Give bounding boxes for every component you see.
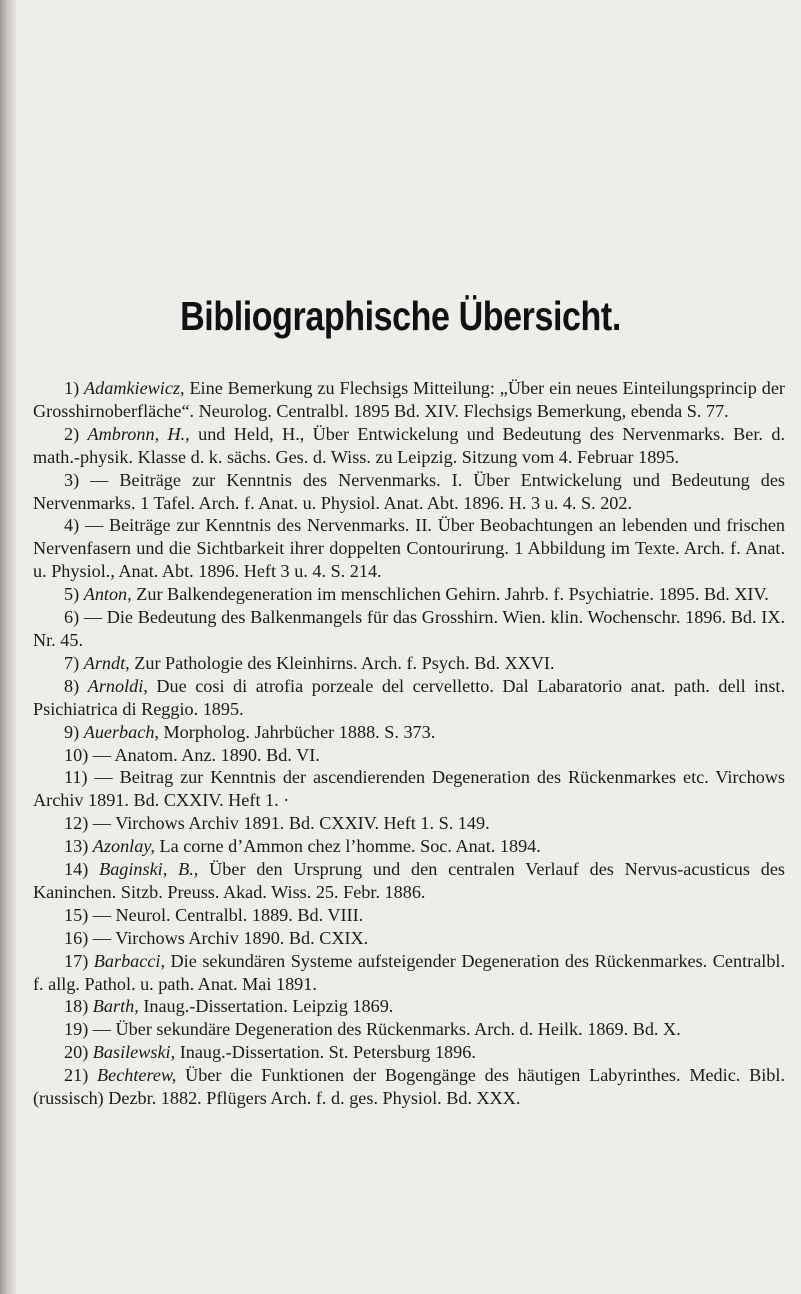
bibliography-entry [33, 1041, 785, 1064]
bibliography-entry [33, 514, 785, 583]
bibliography-entry [33, 995, 785, 1018]
entry-text: — Beitrag zur Kenntnis der ascendierenden Degeneration des Rückenmarkes etc. Virchows Archiv 1891. Bd. CXXIV. Heft 1. · [33, 767, 785, 811]
entry-text: Inaug.-Dissertation. Leipzig 1869. [138, 996, 394, 1017]
entry-author: Barth, [92, 996, 139, 1017]
entry-number: 12) [64, 813, 89, 834]
entry-number: 7) [64, 652, 80, 673]
entry-number: 17) [64, 950, 89, 971]
entry-number: 11) [64, 767, 88, 788]
bibliography-entry [33, 469, 785, 515]
entry-author: Baginski, B., [99, 859, 199, 880]
entry-number: 5) [64, 584, 80, 605]
entry-text: Due cosi di atrofia porzeale del cervelletto. Dal Labaratorio anat. path. dell inst. Psichiatrica di Reggio. 1895. [33, 675, 786, 719]
entry-number: 13) [64, 836, 89, 857]
entry-author: Azonlay, [92, 836, 155, 857]
bibliography-entry [33, 721, 785, 744]
entry-text: — Virchows Archiv 1891. Bd. CXXIV. Heft 1. S. 149. [92, 813, 490, 834]
entry-author: Ambronn, H., [87, 423, 190, 444]
bibliography-entry [33, 377, 785, 423]
entry-text: Zur Balkendegeneration im menschlichen Gehirn. Jahrb. f. Psychiatrie. 1895. Bd. XIV. [131, 584, 769, 605]
bibliography-entry [33, 927, 785, 950]
entry-number: 4) [64, 515, 80, 536]
entry-text: Morpholog. Jahrbücher 1888. S. 373. [158, 721, 436, 742]
entry-number: 19) [64, 1019, 89, 1040]
entry-text: Über den Ursprung und den centralen Verlauf des Nervus-acusticus des Kaninchen. Sitzb. Preuss. Akad. Wiss. 25. Febr. 1886. [33, 859, 786, 902]
bibliography-entry [33, 675, 785, 721]
entry-number: 14) [64, 859, 89, 880]
entry-text: — Anatom. Anz. 1890. Bd. VI. [92, 744, 320, 765]
entry-number: 20) [64, 1042, 89, 1063]
entry-text: La corne d’Ammon chez l’homme. Soc. Anat. 1894. [154, 836, 541, 857]
entry-number: 1) [64, 378, 80, 398]
entry-text: — Beiträge zur Kenntnis des Nervenmarks. I. Über Entwickelung und Bedeutung des Nervenmarks. 1 Tafel. Arch. f. Anat. u. Physiol. Anat. Abt. 1896. H. 3 u. 4. S. 202. [33, 469, 786, 513]
entry-author: Adamkiewicz, [84, 378, 185, 398]
bibliography-entry [33, 835, 785, 858]
bibliography-entry [33, 766, 785, 812]
entry-number: 3) [64, 469, 80, 490]
entry-number: 2) [64, 423, 80, 444]
entry-author: Arnoldi, [87, 675, 148, 696]
entry-author: Barbacci, [93, 950, 166, 971]
entry-number: 8) [64, 675, 80, 696]
bibliography-entry [33, 744, 785, 767]
entry-text: — Über sekundäre Degeneration des Rückenmarks. Arch. d. Heilk. 1869. Bd. X. [92, 1019, 681, 1040]
entry-number: 16) [64, 927, 89, 948]
entry-text: — Beiträge zur Kenntnis des Nervenmarks. II. Über Beobachtungen an lebenden und frischen Nervenfasern und die Sichtbarkeit ihrer doppelten Contourirung. 1 Abbildung im Texte. Arch. f. Anat. u. Physiol., Anat. Abt. 1896. Heft 3 u. 4. S. 214. [33, 515, 785, 582]
entry-text: Inaug.-Dissertation. St. Petersburg 1896. [175, 1042, 476, 1063]
entry-author: Bechterew, [97, 1065, 177, 1086]
entry-number: 9) [64, 721, 80, 742]
entry-text: Über die Funktionen der Bogengänge des häutigen Labyrinthes. Medic. Bibl. (russisch) Dezbr. 1882. Pflügers Arch. f. d. ges. Physiol. Bd. XXX. [33, 1065, 785, 1109]
bibliography-entry [33, 858, 785, 904]
bibliography-entry [33, 583, 785, 606]
bibliography-list [33, 377, 785, 1110]
entry-text: — Die Bedeutung des Balkenmangels für das Grosshirn. Wien. klin. Wochenschr. 1896. Bd. IX. Nr. 45. [33, 607, 786, 650]
entry-number: 15) [64, 904, 89, 925]
entry-text: — Virchows Archiv 1890. Bd. CXIX. [92, 927, 369, 948]
entry-author: Arndt, [83, 652, 130, 673]
page-title: Bibliographische Übersicht. [180, 293, 621, 339]
entry-author: Auerbach, [83, 721, 159, 742]
bibliography-entry [33, 652, 785, 675]
bibliography-entry [33, 423, 785, 469]
bibliography-entry [33, 950, 785, 996]
entry-text: und Held, H., Über Entwickelung und Bedeutung des Nervenmarks. Ber. d. math.-physik. Klasse d. k. sächs. Ges. d. Wiss. zu Leipzig. Sitzung vom 4. Februar 1895. [33, 423, 786, 467]
bibliography-entry [33, 1064, 785, 1110]
entry-text: Eine Bemerkung zu Flechsigs Mitteilung: „Über ein neues Einteilungsprincip der Grosshirnoberfläche“. Neurolog. Centralbl. 1895 Bd. XIV. Flechsigs Bemerkung, ebenda S. 77. [33, 378, 785, 421]
entry-text: — Neurol. Centralbl. 1889. Bd. VIII. [92, 904, 364, 925]
entry-text: Zur Pathologie des Kleinhirns. Arch. f. Psych. Bd. XXVI. [129, 652, 555, 673]
bibliography-entry [33, 606, 785, 652]
bibliography-entry [33, 1018, 785, 1041]
entry-number: 10) [64, 744, 89, 765]
entry-number: 18) [64, 996, 89, 1017]
bibliography-entry [33, 904, 785, 927]
bibliography-entry [33, 812, 785, 835]
entry-author: Basilewski, [92, 1042, 176, 1063]
entry-number: 6) [64, 607, 80, 628]
entry-text: Die sekundären Systeme aufsteigender Degeneration des Rückenmarkes. Centralbl. f. allg. Pathol. u. path. Anat. Mai 1891. [33, 950, 786, 994]
entry-number: 21) [64, 1065, 89, 1086]
entry-author: Anton, [83, 584, 132, 605]
